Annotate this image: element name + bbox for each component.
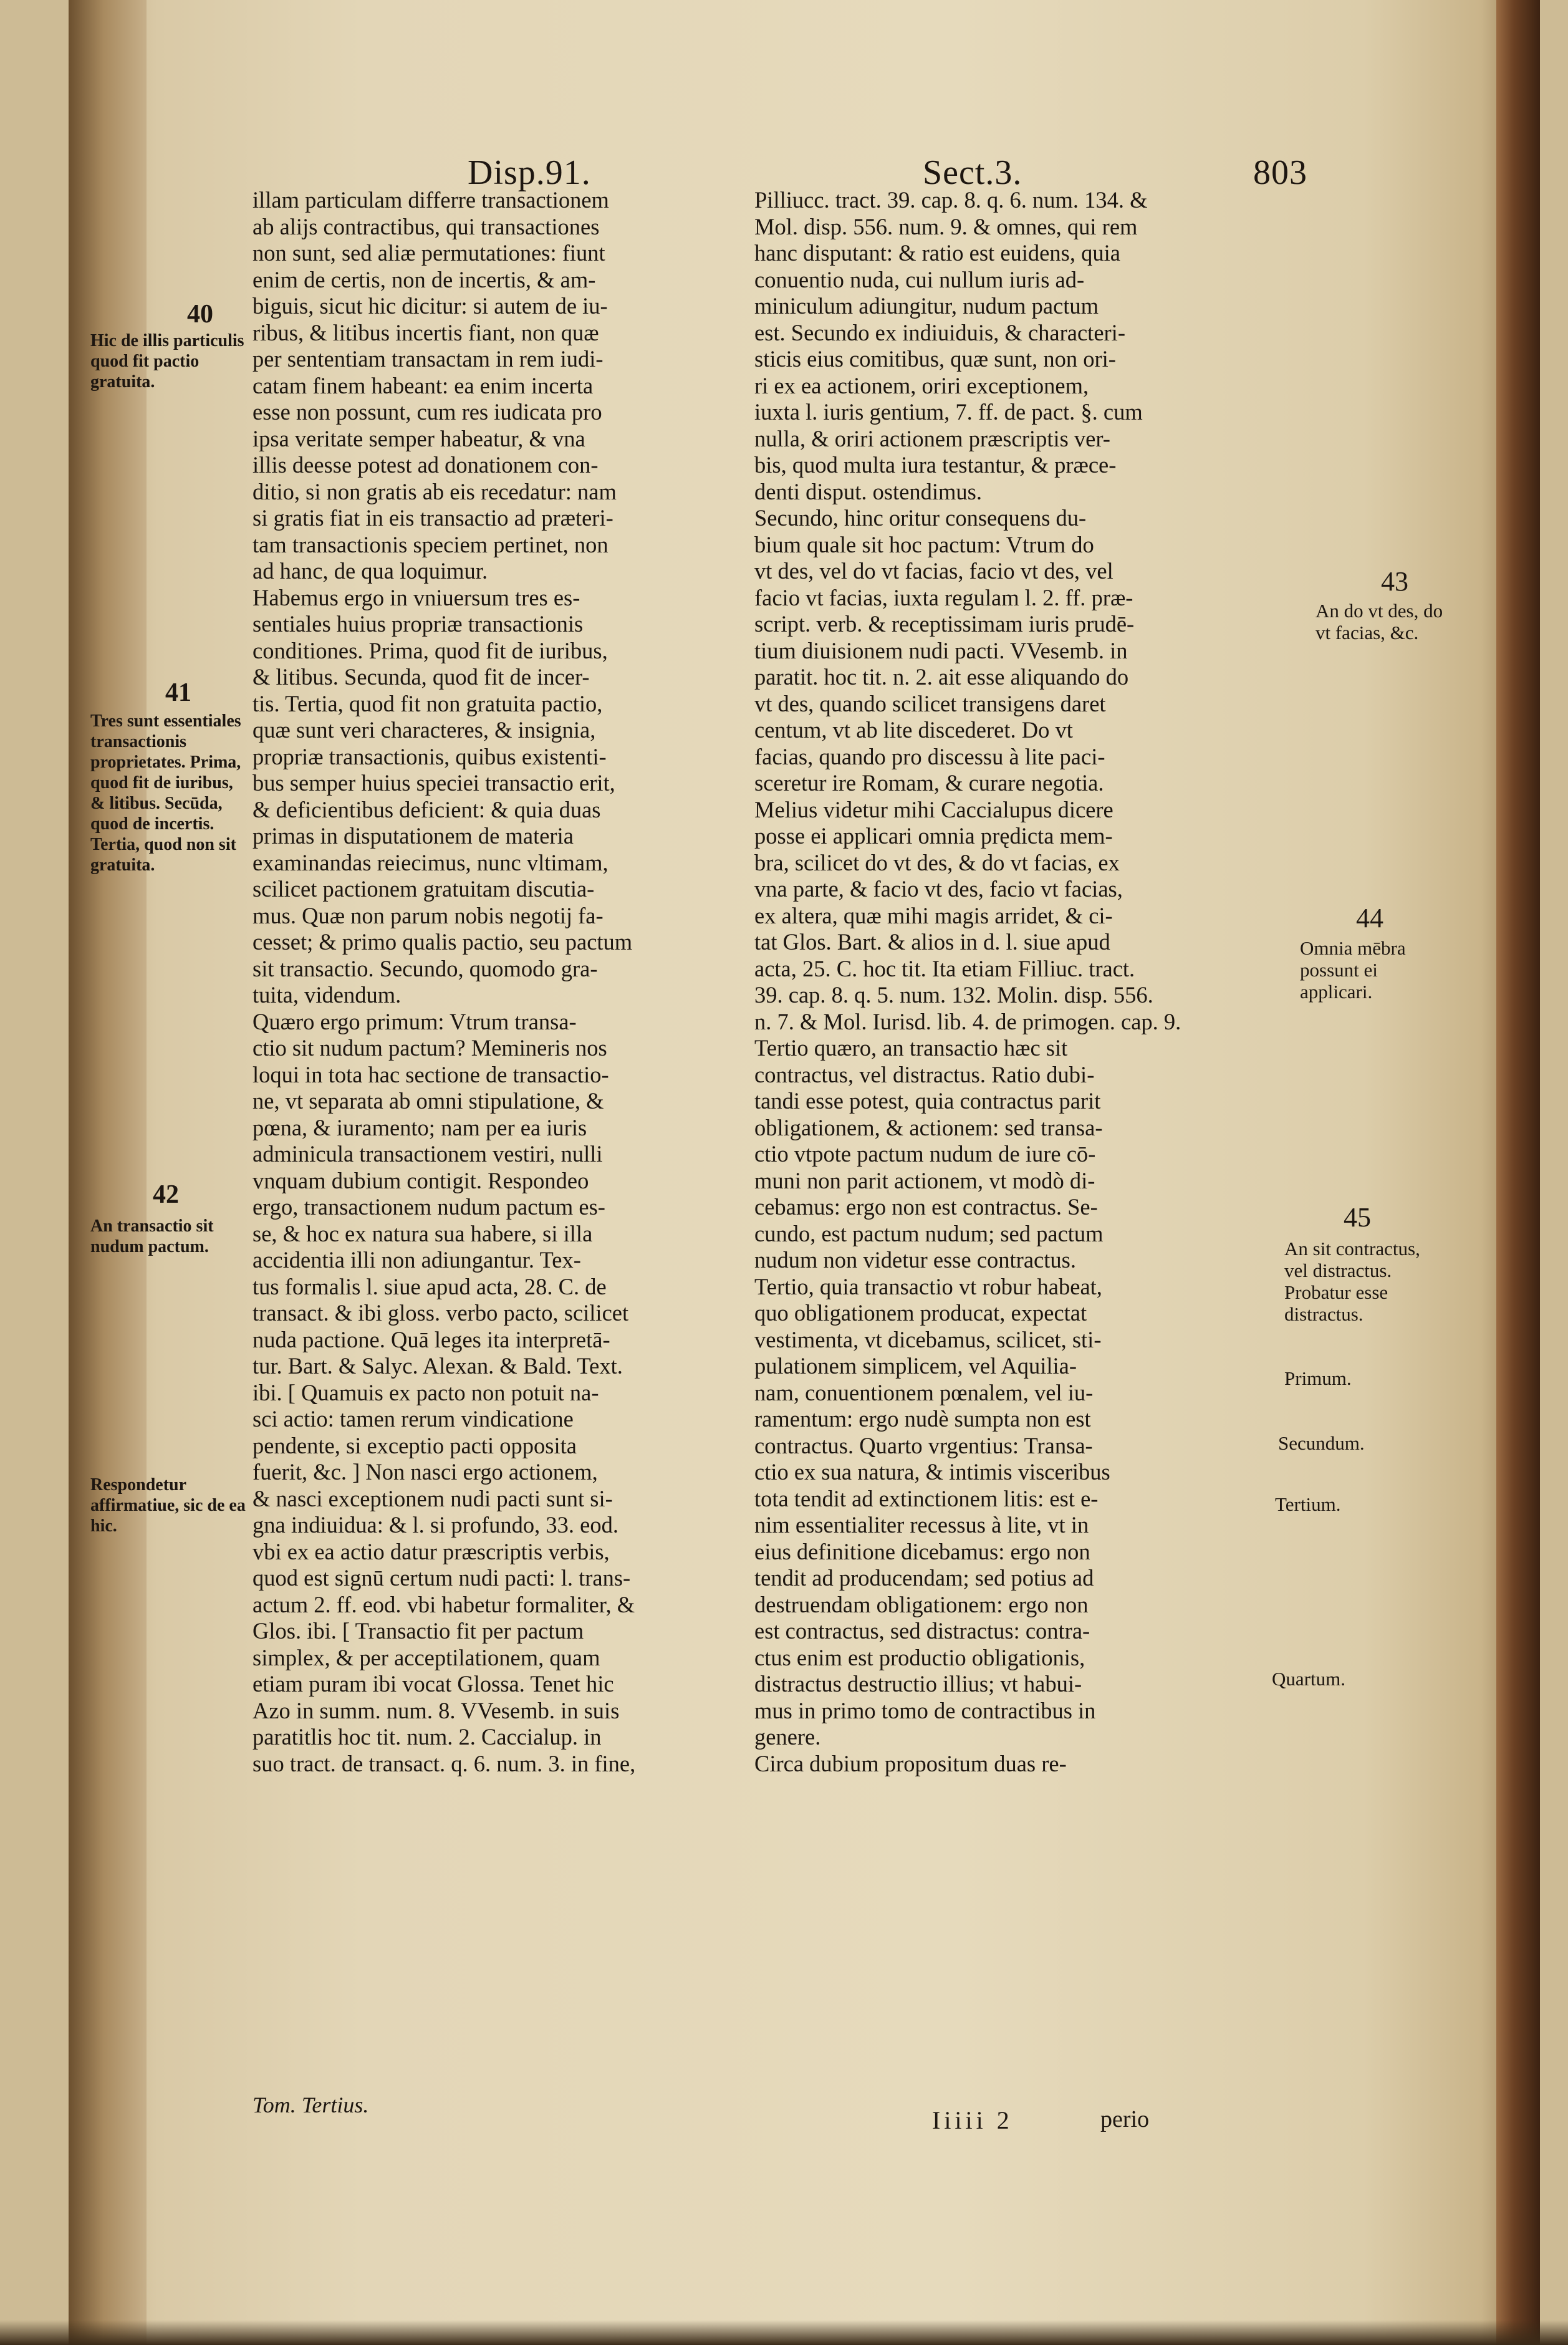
right-column-line: tota tendit ad extinctionem litis: est e- <box>754 1485 1099 1511</box>
right-column-line: Circa dubium propositum duas re- <box>754 1750 1067 1776</box>
left-column-line: fuerit, &c. ] Non nasci ergo actionem, <box>253 1459 598 1485</box>
left-column-line: paratitlis hoc tit. num. 2. Caccialup. in <box>253 1724 602 1750</box>
left-column-line: vnquam dubium contigit. Respondeo <box>253 1167 589 1193</box>
left-column-line: conditiones. Prima, quod fit de iuribus, <box>253 637 608 663</box>
margin-note-secundum: Secundum. <box>1278 1432 1365 1454</box>
right-column-line: script. verb. & receptissimam iuris prudē- <box>754 611 1135 637</box>
right-column-line: acta, 25. C. hoc tit. Ita etiam Filliuc. tract. <box>754 955 1135 981</box>
left-column-line: Glos. ibi. [ Transactio fit per pactum <box>253 1618 584 1644</box>
left-column-line: Quæro ergo primum: Vtrum transa- <box>253 1008 577 1034</box>
left-column-line: loqui in tota hac sectione de transactio- <box>253 1061 609 1087</box>
left-column-line: etiam puram ibi vocat Glossa. Tenet hic <box>253 1671 614 1697</box>
right-column-line: Melius videtur mihi Caccialupus dicere <box>754 796 1113 822</box>
left-column-line: ditio, si non gratis ab eis recedatur: nam <box>253 478 617 504</box>
left-column-line: se, & hoc ex natura sua habere, si illa <box>253 1220 593 1246</box>
left-column-line: tis. Tertia, quod fit non gratuita pactio, <box>253 690 603 716</box>
volume-line: Tom. Tertius. <box>253 2092 369 2117</box>
header-section: Sect.3. <box>923 153 1022 192</box>
margin-note-45: An sit contractus, vel distractus. Probatur esse distractus. <box>1284 1238 1420 1325</box>
left-column-line: ad hanc, de qua loquimur. <box>253 558 488 584</box>
left-column-line: scilicet pactionem gratuitam discutia- <box>253 876 595 902</box>
left-column-line: tus formalis l. siue apud acta, 28. C. de <box>253 1273 607 1299</box>
signature-mark: Iiiii 2 <box>932 2106 1013 2134</box>
right-column-line: tat Glos. Bart. & alios in d. l. siue apud <box>754 929 1110 955</box>
left-column-line: & litibus. Secunda, quod fit de incer- <box>253 664 590 690</box>
right-column-line: destruendam obligationem: ergo non <box>754 1591 1089 1617</box>
right-column-line: paratit. hoc tit. n. 2. ait esse aliquando do <box>754 664 1129 690</box>
left-column-line: tur. Bart. & Salyc. Alexan. & Bald. Text. <box>253 1353 623 1379</box>
margin-note-number-41: 41 <box>165 678 191 707</box>
left-column-line: si gratis fiat in eis transactio ad præteri- <box>253 505 613 531</box>
left-column-line: non sunt, sed aliæ permutationes: fiunt <box>253 240 605 266</box>
book-spine <box>1496 0 1540 2345</box>
right-column-line: tendit ad producendam; sed potius ad <box>754 1565 1094 1591</box>
right-column-line: tandi esse potest, quia contractus parit <box>754 1088 1101 1114</box>
right-column-line: conuentio nuda, cui nullum iuris ad- <box>754 266 1085 292</box>
right-column-line: centum, vt ab lite discederet. Do vt <box>754 717 1073 743</box>
left-text-column <box>253 187 795 1777</box>
left-column-line: illam particulam differre transactionem <box>253 187 609 213</box>
right-column-line: sticis eius comitibus, quæ sunt, non ori- <box>754 346 1116 372</box>
left-column-line: vbi ex ea actio datur præscriptis verbis, <box>253 1538 610 1564</box>
right-column-line: eius definitione dicebamus: ergo non <box>754 1538 1090 1564</box>
right-column-line: sceretur ire Romam, & curare negotia. <box>754 770 1104 796</box>
right-column-line: Tertio quæro, an transactio hæc sit <box>754 1035 1068 1061</box>
left-column-line: sit transactio. Secundo, quomodo gra- <box>253 955 598 981</box>
right-column-line: vestimenta, vt dicebamus, scilicet, sti- <box>754 1326 1102 1352</box>
left-column-line: ipsa veritate semper habeatur, & vna <box>253 425 585 451</box>
right-column-line: vna parte, & facio vt des, facio vt facias, <box>754 876 1123 902</box>
left-column-line: esse non possunt, cum res iudicata pro <box>253 399 602 425</box>
left-column-line: sci actio: tamen rerum vindicatione <box>253 1406 574 1432</box>
left-column-line: Habemus ergo in vniuersum tres es- <box>253 584 580 610</box>
margin-note-number-44: 44 <box>1356 903 1383 933</box>
right-column-line: hanc disputant: & ratio est euidens, quia <box>754 240 1120 266</box>
left-column-line: primas in disputationem de materia <box>253 823 574 849</box>
left-column-line: adminicula transactionem vestiri, nulli <box>253 1141 603 1167</box>
margin-note-42: An transactio sit nudum pactum. <box>90 1216 214 1256</box>
margin-note-respondetur: Respondetur affirmatiue, sic de ea hic. <box>90 1475 246 1536</box>
left-column-line: quod est signū certum nudi pacti: l. trans- <box>253 1565 631 1591</box>
left-column-line: examinandas reiecimus, nunc vltimam, <box>253 849 608 875</box>
right-column-line: distractus destructio illius; vt habui- <box>754 1671 1082 1697</box>
right-column-line: est. Secundo ex indiuiduis, & characteri- <box>754 319 1125 345</box>
margin-note-44: Omnia mēbra possunt ei applicari. <box>1300 937 1406 1003</box>
margin-note-41: Tres sunt essentiales transactionis proprietates. Prima, quod fit de iuribus, & litibus. Secūda, quod de incertis. Tertia, quod non sit gratuita. <box>90 711 241 875</box>
left-column-line: bus semper huius speciei transactio erit, <box>253 770 615 796</box>
right-column-line: n. 7. & Mol. Iurisd. lib. 4. de primogen. cap. 9. <box>754 1008 1181 1034</box>
left-column-line: tuita, videndum. <box>253 982 402 1008</box>
right-column-line: ramentum: ergo nudè sumpta non est <box>754 1406 1091 1432</box>
right-column-line: est contractus, sed distractus: contra- <box>754 1618 1090 1644</box>
margin-note-primum: Primum. <box>1284 1367 1352 1389</box>
left-column-line: cesset; & primo qualis pactio, seu pactum <box>253 929 633 955</box>
right-text-column <box>754 187 1303 1777</box>
left-column-line: propriæ transactionis, quibus existenti- <box>253 743 607 769</box>
margin-note-quartum: Quartum. <box>1272 1668 1345 1690</box>
left-column-line: actum 2. ff. eod. vbi habetur formaliter, & <box>253 1591 635 1617</box>
left-column-line: pendente, si exceptio pacti opposita <box>253 1432 577 1458</box>
right-column-line: nulla, & oriri actionem præscriptis ver- <box>754 425 1110 451</box>
right-column-line: mus in primo tomo de contractibus in <box>754 1697 1096 1723</box>
margin-note-tertium: Tertium. <box>1275 1493 1341 1515</box>
bottom-shadow <box>0 2320 1568 2345</box>
left-column-line: nuda pactione. Quā leges ita interpretā- <box>253 1326 610 1352</box>
right-column-line: ctio vtpote pactum nudum de iure cō- <box>754 1141 1096 1167</box>
left-column-line: suo tract. de transact. q. 6. num. 3. in fine, <box>253 1750 636 1776</box>
left-column-line: ribus, & litibus incertis fiant, non quæ <box>253 319 599 345</box>
right-column-line: ctio ex sua natura, & intimis visceribus <box>754 1459 1110 1485</box>
left-column-line: ibi. [ Quamuis ex pacto non potuit na- <box>253 1379 599 1405</box>
left-column-line: mus. Quæ non parum nobis negotij fa- <box>253 902 604 928</box>
right-column-line: nam, conuentionem pœnalem, vel iu- <box>754 1379 1094 1405</box>
margin-note-number-45: 45 <box>1344 1202 1371 1233</box>
right-column-line: bis, quod multa iura testantur, & præce- <box>754 452 1117 478</box>
left-column-line: ergo, transactionem nudum pactum es- <box>253 1194 605 1220</box>
right-column-line: quo obligationem producat, expectat <box>754 1300 1087 1326</box>
left-column-line: illis deesse potest ad donationem con- <box>253 452 599 478</box>
margin-note-43: An do vt des, do vt facias, &c. <box>1315 600 1443 643</box>
right-column-line: nudum non videtur esse contractus. <box>754 1247 1076 1273</box>
left-column-line: tam transactionis speciem pertinet, non <box>253 531 608 557</box>
left-column-line: catam finem habeant: ea enim incerta <box>253 372 594 398</box>
right-column-line: pulationem simplicem, vel Aquilia- <box>754 1353 1077 1379</box>
right-column-line: genere. <box>754 1724 821 1750</box>
right-column-line: cundo, est pactum nudum; sed pactum <box>754 1220 1104 1246</box>
left-column-line: ne, vt separata ab omni stipulatione, & <box>253 1088 604 1114</box>
right-column-line: vt des, vel do vt facias, facio vt des, vel <box>754 558 1113 584</box>
left-column-line: gna indiuidua: & l. si profundo, 33. eod. <box>253 1512 618 1538</box>
right-column-line: cebamus: ergo non est contractus. Se- <box>754 1194 1098 1220</box>
left-column-line: & nasci exceptionem nudi pacti sunt si- <box>253 1485 613 1511</box>
right-column-line: obligationem, & actionem: sed transa- <box>754 1114 1103 1140</box>
left-column-line: biguis, sicut hic dicitur: si autem de iu- <box>253 293 608 319</box>
page-number: 803 <box>1253 153 1307 192</box>
right-column-line: iuxta l. iuris gentium, 7. ff. de pact. §. cum <box>754 399 1143 425</box>
right-column-line: Tertio, quia transactio vt robur habeat, <box>754 1273 1102 1299</box>
right-column-line: muni non parit actionem, vt modò di- <box>754 1167 1095 1193</box>
right-column-line: vt des, quando scilicet transigens daret <box>754 690 1106 716</box>
right-column-line: ctus enim est productio obligationis, <box>754 1644 1085 1670</box>
right-column-line: Secundo, hinc oritur consequens du- <box>754 505 1087 531</box>
left-column-line: sentiales huius propriæ transactionis <box>253 611 584 637</box>
left-column-line: & deficientibus deficient: & quia duas <box>253 796 601 822</box>
left-column-line: ab alijs contractibus, qui transactiones <box>253 213 600 239</box>
margin-note-number-43: 43 <box>1381 566 1408 597</box>
left-column-line: quæ sunt veri characteres, & insignia, <box>253 717 596 743</box>
right-column-line: posse ei applicari omnia prędicta mem- <box>754 823 1113 849</box>
right-column-line: contractus, vel distractus. Ratio dubi- <box>754 1061 1095 1087</box>
left-column-line: enim de certis, non de incertis, & am- <box>253 266 596 292</box>
right-column-line: bra, scilicet do vt des, & do vt facias, ex <box>754 849 1120 875</box>
left-column-line: transact. & ibi gloss. verbo pacto, scilicet <box>253 1300 629 1326</box>
right-column-line: ri ex ea actionem, oriri exceptionem, <box>754 372 1089 398</box>
catchword: perio <box>1100 2106 1150 2132</box>
left-column-line: ctio sit nudum pactum? Memineris nos <box>253 1035 607 1061</box>
left-column-line: per sententiam transactam in rem iudi- <box>253 346 604 372</box>
margin-note-number-42: 42 <box>153 1180 179 1209</box>
right-column-line: facias, quando pro discessu à lite paci- <box>754 743 1105 769</box>
right-column-line: denti disput. ostendimus. <box>754 478 982 504</box>
right-column-line: Pilliucc. tract. 39. cap. 8. q. 6. num. 134. & <box>754 187 1148 213</box>
header-disputation: Disp.91. <box>468 153 591 192</box>
margin-note-40: Hic de illis particulis quod fit pactio gratuita. <box>90 331 244 392</box>
left-column-line: Azo in summ. num. 8. VVesemb. in suis <box>253 1697 620 1723</box>
left-column-line: accidentia illi non adiungantur. Tex- <box>253 1247 581 1273</box>
right-column-line: nim essentialiter recessus à lite, vt in <box>754 1512 1089 1538</box>
right-column-line: tium diuisionem nudi pacti. VVesemb. in <box>754 637 1128 663</box>
right-column-line: 39. cap. 8. q. 5. num. 132. Molin. disp. 556. <box>754 982 1153 1008</box>
right-column-line: contractus. Quarto vrgentius: Transa- <box>754 1432 1093 1458</box>
right-column-line: ex altera, quæ mihi magis arridet, & ci- <box>754 902 1113 928</box>
right-column-line: bium quale sit hoc pactum: Vtrum do <box>754 531 1094 557</box>
left-column-line: pœna, & iuramento; nam per ea iuris <box>253 1114 587 1140</box>
right-column-line: facio vt facias, iuxta regulam l. 2. ff. præ- <box>754 584 1133 610</box>
left-column-line: simplex, & per acceptilationem, quam <box>253 1644 600 1670</box>
margin-note-number-40: 40 <box>187 300 213 329</box>
right-column-line: miniculum adiungitur, nudum pactum <box>754 293 1099 319</box>
right-column-line: Mol. disp. 556. num. 9. & omnes, qui rem <box>754 213 1138 239</box>
